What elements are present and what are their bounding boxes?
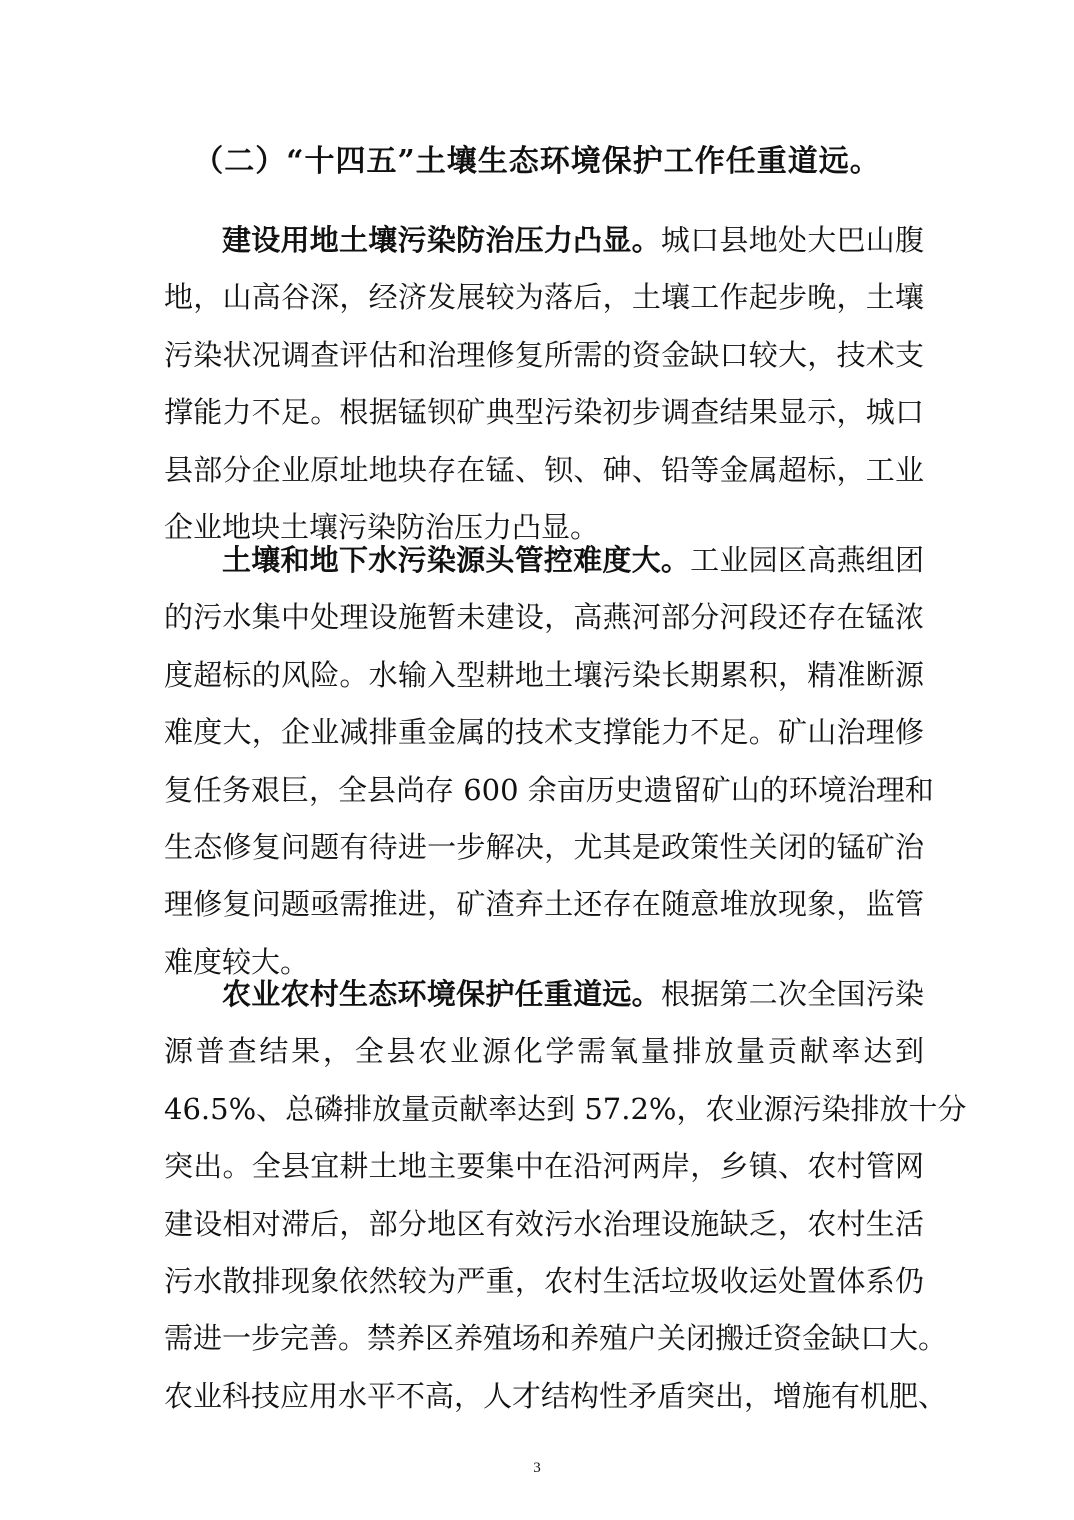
paragraph-line: 度超标的风险。水输入型耕地土壤污染长期累积，精准断源 bbox=[164, 657, 924, 692]
paragraph-line: 的污水集中处理设施暂未建设，高燕河部分河段还存在锰浓 bbox=[164, 600, 924, 635]
paragraph-line: 地，山高谷深，经济发展较为落后，土壤工作起步晚，土壤 bbox=[164, 280, 924, 315]
paragraph-lead: 农业农村生态环境保护任重道远。 bbox=[222, 977, 661, 1011]
paragraph-line: 污水散排现象依然较为严重，农村生活垃圾收运处置体系仍 bbox=[164, 1263, 924, 1298]
paragraph-line: 突出。全县宜耕土地主要集中在沿河两岸，乡镇、农村管网 bbox=[164, 1149, 924, 1184]
paragraph-line: 复任务艰巨，全县尚存 600 余亩历史遗留矿山的环境治理和 bbox=[164, 772, 934, 807]
paragraph-lead: 建设用地土壤污染防治压力凸显。 bbox=[222, 223, 661, 257]
paragraph-text: 城口县地处大巴山腹 bbox=[660, 223, 924, 257]
paragraph-line bbox=[164, 966, 924, 1023]
paragraph-line: 源普查结果，全县农业源化学需氧量排放量贡献率达到 bbox=[164, 1034, 924, 1069]
paragraph-line: 生态修复问题有待进一步解决，尤其是政策性关闭的锰矿治 bbox=[164, 829, 924, 864]
paragraph-line: 难度较大。 bbox=[164, 944, 310, 979]
paragraph-line: 难度大，企业减排重金属的技术支撑能力不足。矿山治理修 bbox=[164, 715, 924, 750]
paragraph-line bbox=[164, 532, 924, 589]
paragraph-line bbox=[164, 212, 924, 269]
paragraph-lead: 土壤和地下水污染源头管控难度大。 bbox=[222, 543, 691, 577]
paragraph-line: 县部分企业原址地块存在锰、钡、砷、铅等金属超标，工业 bbox=[164, 452, 924, 487]
paragraph-line: 建设相对滞后，部分地区有效污水治理设施缺乏，农村生活 bbox=[164, 1206, 924, 1241]
paragraph-source-control bbox=[164, 532, 934, 991]
section-heading: （二）“十四五”土壤生态环境保护工作任重道远。 bbox=[193, 144, 881, 179]
page-number: 3 bbox=[533, 1460, 541, 1476]
paragraph-line: 撑能力不足。根据锰钡矿典型污染初步调查结果显示，城口 bbox=[164, 395, 924, 430]
paragraph-rural-environment bbox=[164, 966, 967, 1425]
paragraph-line: 污染状况调查评估和治理修复所需的资金缺口较大，技术支 bbox=[164, 337, 924, 372]
paragraph-line: 企业地块土壤污染防治压力凸显。 bbox=[164, 509, 600, 544]
paragraph-text: 工业园区高燕组团 bbox=[690, 543, 924, 577]
paragraph-line: 农业科技应用水平不高，人才结构性矛盾突出，增施有机肥、 bbox=[164, 1378, 948, 1413]
paragraph-text: 根据第二次全国污染 bbox=[660, 977, 924, 1011]
paragraph-line: 需进一步完善。禁养区养殖场和养殖户关闭搬迁资金缺口大。 bbox=[164, 1321, 948, 1356]
paragraph-line: 理修复问题亟需推进，矿渣弃土还存在随意堆放现象，监管 bbox=[164, 887, 924, 922]
paragraph-line: 46.5%、总磷排放量贡献率达到 57.2%，农业源污染排放十分 bbox=[164, 1091, 967, 1126]
paragraph-construction-land bbox=[164, 212, 924, 556]
